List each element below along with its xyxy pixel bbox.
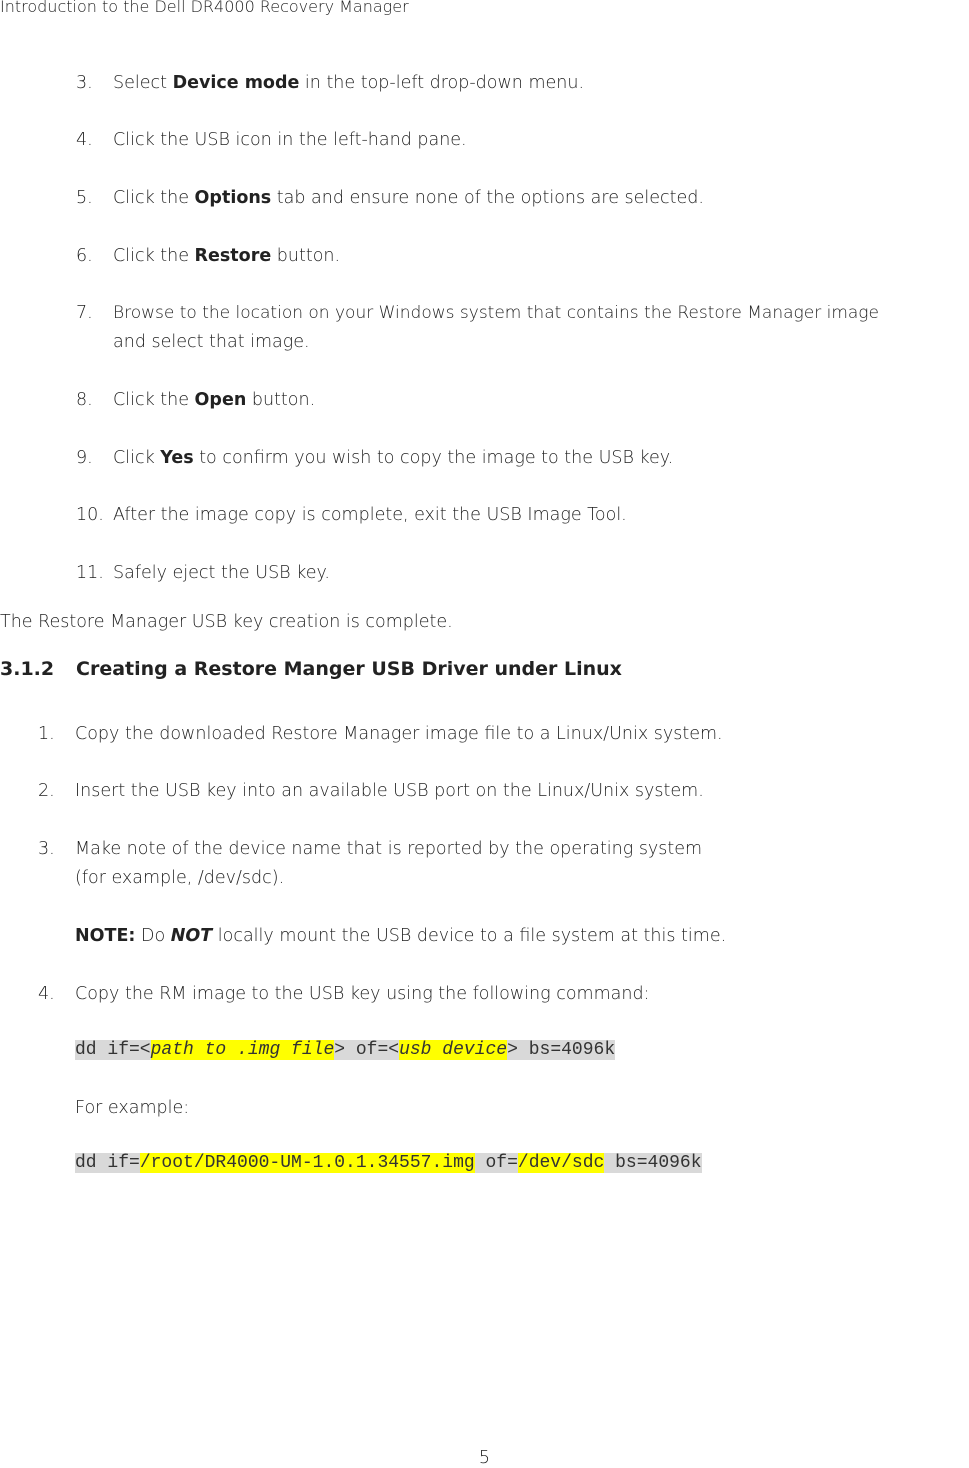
list-item: 6. Click the Restore button. (76, 242, 340, 271)
list-item: 3. Make note of the device name that is reported by the operating system (38, 835, 702, 864)
ui-term: Options (194, 188, 272, 208)
page-header: Introduction to the Dell DR4000 Recovery Manager (0, 0, 409, 16)
list-item: 10. After the image copy is complete, exit the USB Image Tool. (76, 501, 627, 530)
note-emphasis: NOT (170, 926, 213, 946)
section-number: 3.1.2 (0, 658, 55, 680)
ui-term: Device mode (172, 73, 300, 93)
example-device: /dev/sdc (517, 1153, 605, 1173)
list-item-continuation: (for example, /dev/sdc). (75, 868, 285, 888)
page-number: 5 (478, 1448, 491, 1468)
command-template: dd if=<path to .img file> of=<usb device> bs=4096k (75, 1040, 616, 1060)
section-heading (0, 658, 622, 680)
list-item: 1. Copy the downloaded Restore Manager image file to a Linux/Unix system. (38, 720, 723, 749)
placeholder-device: usb device (399, 1040, 508, 1060)
ui-term: Restore (194, 246, 272, 266)
list-item: 4. Click the USB icon in the left-hand pane. (76, 126, 467, 155)
list-item: 7. Browse to the location on your Windows system that contains the Restore Manager image (76, 299, 879, 328)
step-number: 7. (76, 303, 93, 323)
list-item: 11. Safely eject the USB key. (76, 559, 330, 588)
step-number: 10. (76, 505, 104, 525)
ui-term: Open (194, 390, 247, 410)
step-number: 9. (76, 448, 93, 468)
placeholder-path: path to .img file (150, 1040, 335, 1060)
list-item-continuation: and select that image. (113, 332, 310, 352)
note: NOTE: Do NOT locally mount the USB device to a file system at this time. (75, 926, 727, 946)
step-number: 3. (38, 839, 55, 859)
section-title: Creating a Restore Manger USB Driver under Linux (76, 658, 622, 680)
list-item: 2. Insert the USB key into an available USB port on the Linux/Unix system. (38, 777, 704, 806)
step-number: 1. (38, 724, 55, 744)
step-number: 5. (76, 188, 93, 208)
list-item: 8. Click the Open button. (76, 386, 315, 415)
step-number: 4. (76, 130, 93, 150)
for-example-label: For example: (75, 1098, 190, 1118)
note-label: NOTE: (75, 926, 136, 946)
step-number: 8. (76, 390, 93, 410)
ui-term: Yes (160, 448, 194, 468)
example-path: /root/DR4000-UM-1.0.1.34557.img (139, 1153, 475, 1173)
list-item: 4. Copy the RM image to the USB key using the following command: (38, 980, 649, 1009)
step-number: 2. (38, 781, 55, 801)
command-example: dd if=/root/DR4000-UM-1.0.1.34557.img of=/dev/sdc bs=4096k (75, 1153, 702, 1173)
step-number: 11. (76, 563, 104, 583)
list-item: 9. Click Yes to confirm you wish to copy the image to the USB key. (76, 444, 673, 473)
step-number: 4. (38, 984, 55, 1004)
list-item: 3. Select Device mode in the top-left drop-down menu. (76, 69, 584, 98)
step-number: 6. (76, 246, 93, 266)
completion-text: The Restore Manager USB key creation is complete. (0, 612, 453, 632)
step-number: 3. (76, 73, 93, 93)
list-item: 5. Click the Options tab and ensure none of the options are selected. (76, 184, 704, 213)
